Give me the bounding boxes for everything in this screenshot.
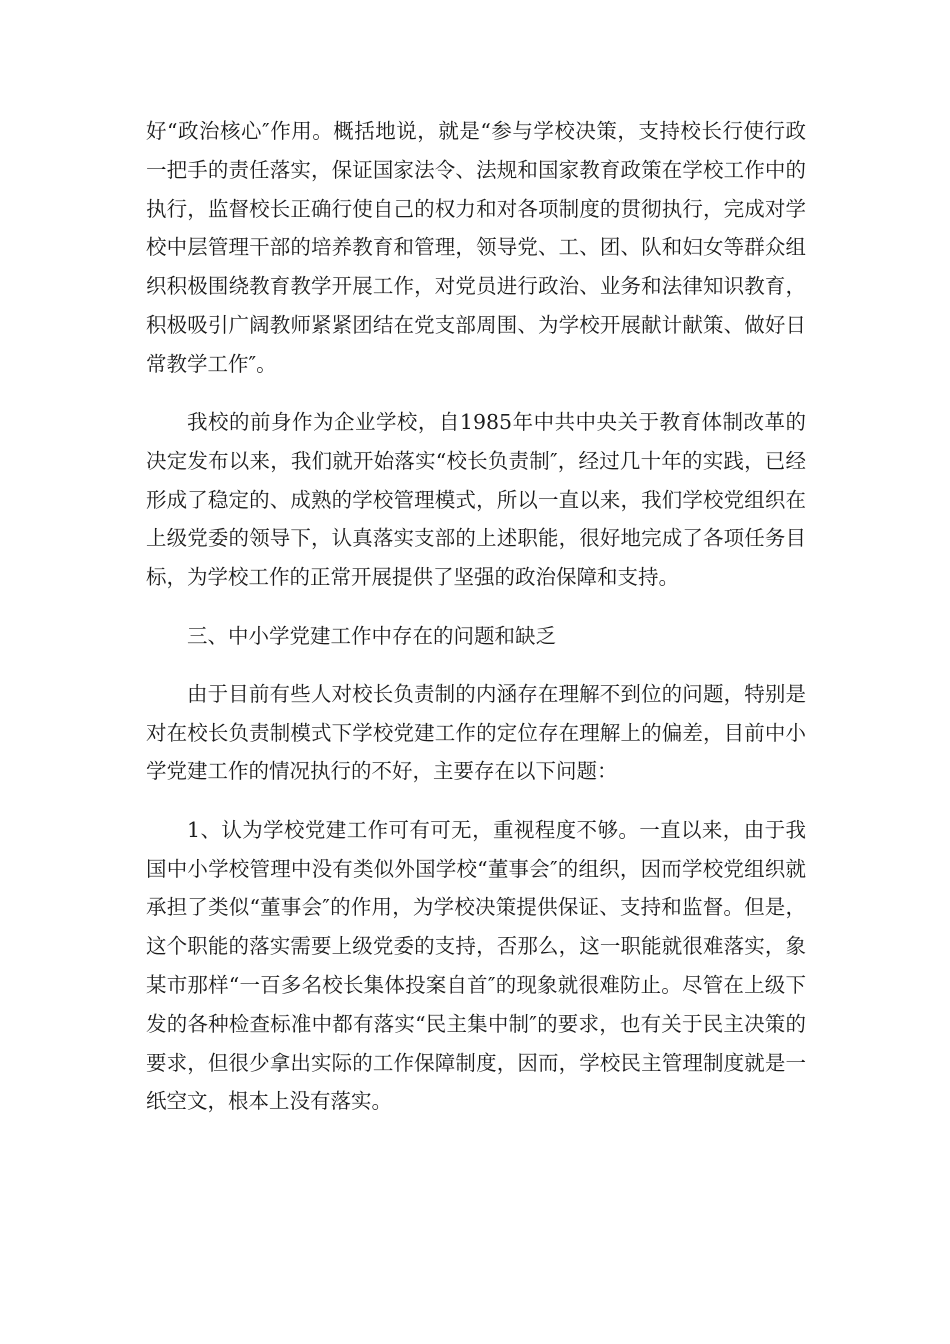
paragraph-continuation: 好“政治核心″作用。概括地说，就是“参与学校决策，支持校长行使行政一把手的责任落实，保证国家法令、法规和国家教育政策在学校工作中的执行，监督校长正确行使自己的权力和对各项制度的贯彻执行，完成对学校中层管理干部的培养教育和管理，领导党、工、团、队和妇女等群众组织积极围绕教育教学开展工作，对党员进行政治、业务和法律知识教育，积极吸引广阔教师紧紧团结在党支部周围、为学校开展献计献策、做好日常教学工作″。 (146, 119, 806, 376)
section-heading: 三、中小学党建工作中存在的问题和缺乏 (187, 623, 556, 648)
paragraph-school-history: 我校的前身作为企业学校，自1985年中共中央关于教育体制改革的决定发布以来，我们就开始落实“校长负责制″，经过几十年的实践，已经形成了稳定的、成熟的学校管理模式，所以一直以来，我们学校党组织在上级党委的领导下，认真落实支部的上述职能，很好地完成了各项任务目标，为学校工作的正常开展提供了坚强的政治保障和支持。 (146, 410, 806, 590)
paragraph-problem-1: 1、认为学校党建工作可有可无，重视程度不够。一直以来，由于我国中小学校管理中没有类似外国学校“董事会″的组织，因而学校党组织就承担了类似“董事会″的作用，为学校决策提供保证、支持和监督。但是，这个职能的落实需要上级党委的支持，否那么，这一职能就很难落实，象某市那样“一百多名校长集体投案自首″的现象就很难防止。尽管在上级下发的各种检查标准中都有落实“民主集中制″的要求，也有关于民主决策的要求，但很少拿出实际的工作保障制度，因而，学校民主管理制度就是一纸空文，根本上没有落实。 (146, 817, 806, 1114)
paragraph-problems-intro: 由于目前有些人对校长负责制的内涵存在理解不到位的问题，特别是对在校长负责制模式下学校党建工作的定位存在理解上的偏差，目前中小学党建工作的情况执行的不好，主要存在以下问题： (146, 681, 806, 784)
document-body (146, 112, 806, 1141)
